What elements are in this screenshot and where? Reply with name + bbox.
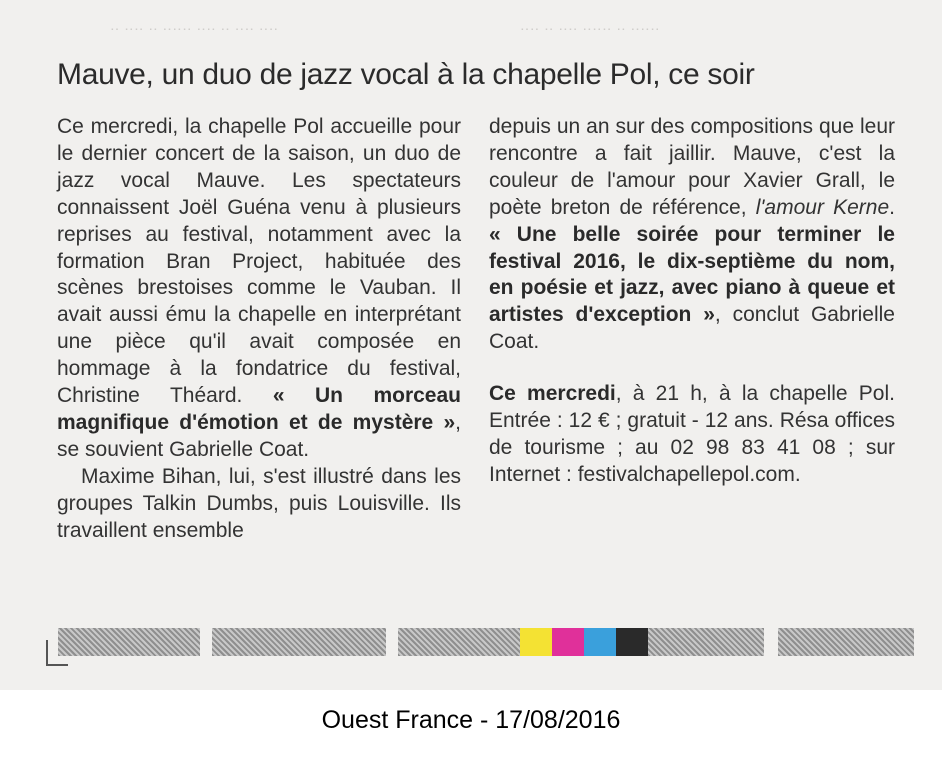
source-caption: Ouest France - 17/08/2016 [321,706,621,734]
color-swatch-blue [584,628,616,656]
print-registration-bar [212,628,386,656]
print-registration-bar [58,628,200,656]
color-swatch-yellow [520,628,552,656]
paragraph-text: Ce mercredi, la chapelle Pol accueille pour le dernier concert de la saison, un duo de jazz vocal Mauve. Les spectateurs connaissent Joël Guéna venu à plusieurs reprises au festival, notamment avec la formation Bran Project, habituée des scènes brestoises comme le Vauban. Il avait aussi ému la chapelle en interprétant une pièce qu'il avait composée en hommage à la fondatrice du festival, Christine Théard. [57,115,461,408]
paragraph: Maxime Bihan, lui, s'est illustré dans les groupes Talkin Dumbs, puis Louisville. Ils travaillent ensemble [57,464,461,542]
color-swatch-magenta [552,628,584,656]
bleed-through-text: ‥ ‥‥ ‥ ‥‥‥ ‥‥ ‥ ‥‥ ‥‥ [110,17,279,33]
info-bold: Ce mercredi [489,382,616,406]
practical-info [489,381,895,489]
paragraph-text: , se souvient Gabrielle Coat. [57,410,461,461]
info-text: , à 21 h, à la chapelle Pol. Entrée : 12 € ; gratuit - 12 ans. Résa offices de tourisme ; au 02 98 83 41 08 ; sur Internet : festivalchapellepol.com. [489,382,895,486]
italic-text: l'amour Kerne [755,195,890,219]
print-registration-bar [398,628,520,656]
print-registration-bar [648,628,764,656]
color-swatch-black [616,628,648,656]
article-title: Mauve, un duo de jazz vocal à la chapelle Pol, ce soir [57,58,755,91]
paragraph-text: , conclut Gabrielle Coat. [489,303,895,354]
bleed-through-text: ‥‥ ‥ ‥‥ ‥‥‥ ‥ ‥‥‥ [520,17,661,33]
quote-bold: « Une belle soirée pour terminer le festival 2016, le dix-septième du nom, en poésie et jazz, avec piano à queue et artistes d'exception » [489,222,895,327]
paragraph-text: depuis un an sur des compositions que leur rencontre a fait jaillir. Mauve, c'est la couleur de l'amour pour Xavier Grall, le poète breton de référence, [489,115,895,219]
article-column-right [489,114,895,489]
quote-bold: « Un morceau magnifique d'émotion et de mystère » [57,384,461,434]
paragraph [57,114,461,464]
print-registration-bar [778,628,914,656]
paragraph: depuis un an sur des compositions que leur rencontre a fait jaillir. Mauve, c'est la couleur de l'amour pour Xavier Grall, le poète breton de référence, l'amour Kerne. « Une belle soirée pour terminer le festival 2016, le dix-septième du nom, en poésie et jazz, avec piano à queue et artistes d'exception », conclut Gabrielle Coat. [489,115,895,354]
article-column-left [57,114,461,545]
